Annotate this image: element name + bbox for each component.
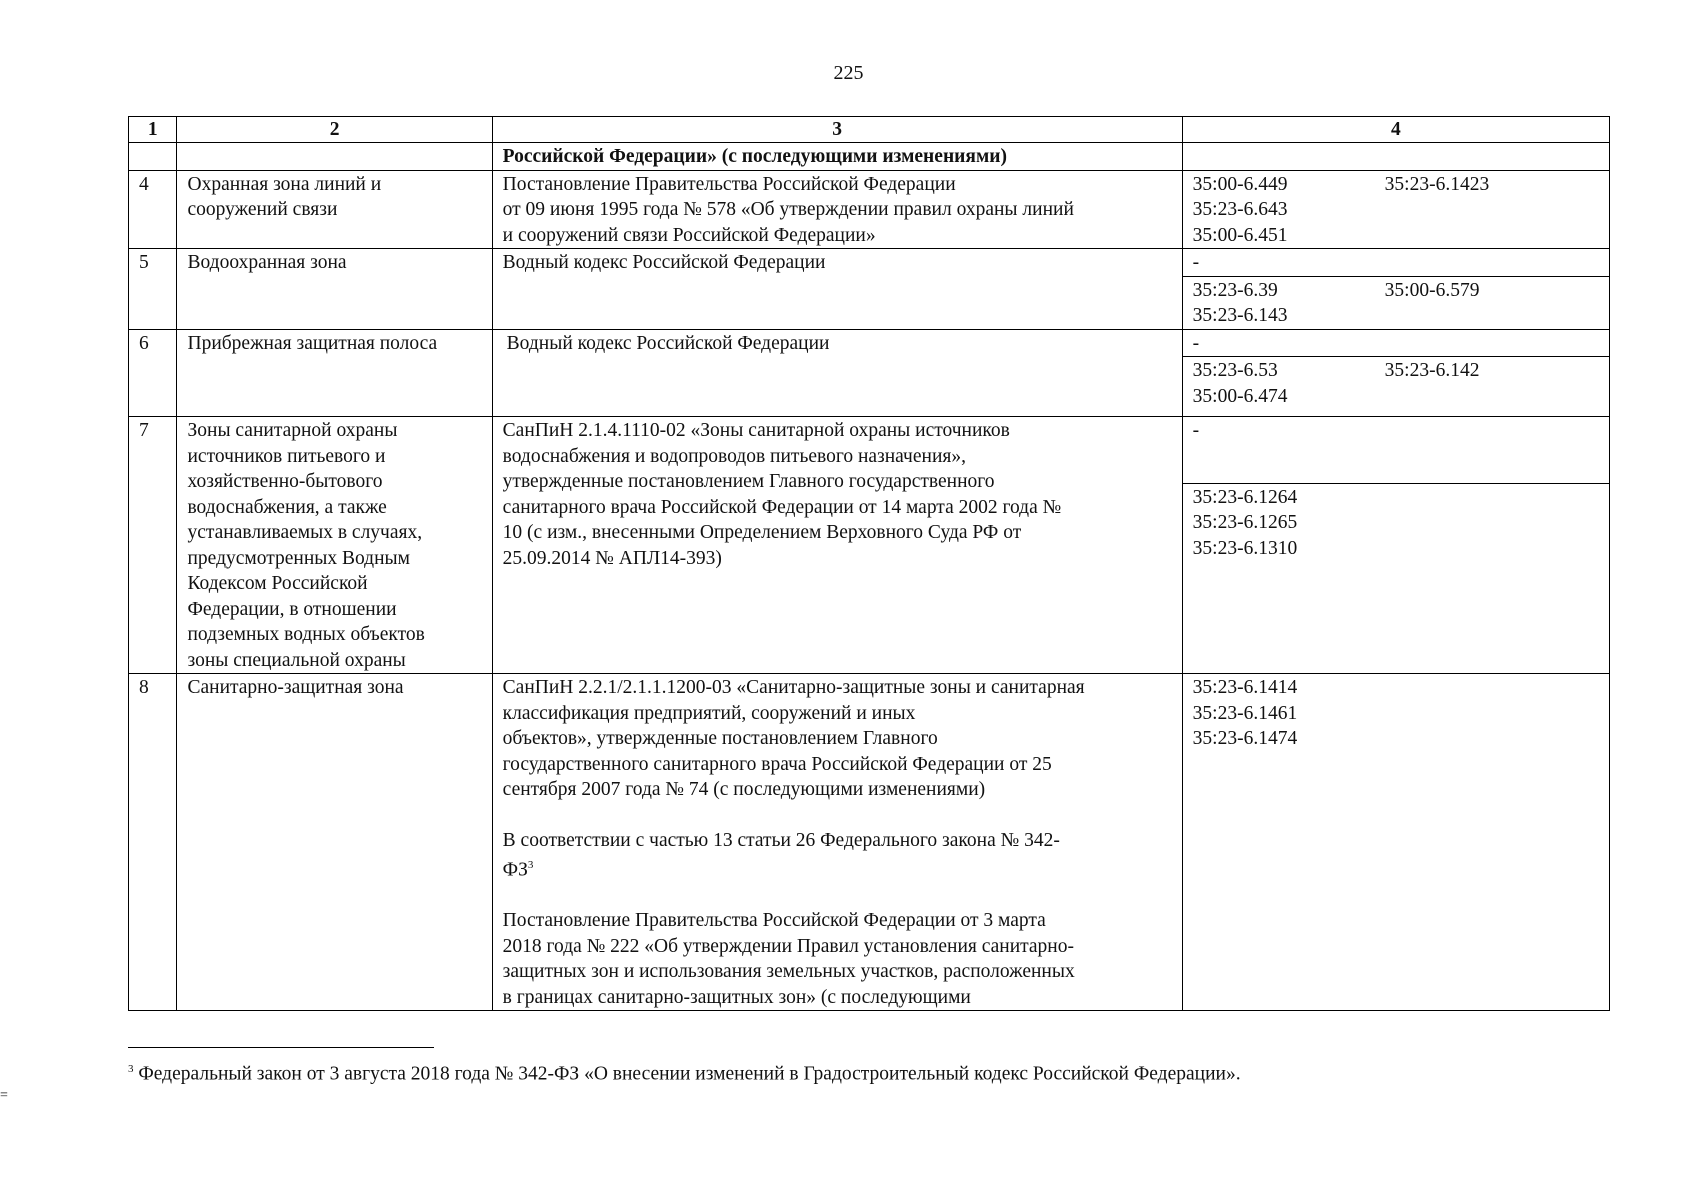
continuation-row (129, 143, 1610, 171)
edge-mark: = (0, 1088, 8, 1103)
zone-name: Охранная зона линий и сооружений связи (177, 170, 492, 249)
legal-basis: СанПиН 2.1.4.1110-02 «Зоны санитарной охраны источников водоснабжения и водопроводов питьевого назначения», утвержденные постановлением Главного государственного санитарного врача Российской Федерации от 14 марта 2002 года № 10 (с изм., внесенными Определением Верховного Суда РФ от 25.09.2014 № АПЛ14-393) (492, 417, 1182, 674)
row-number: 8 (129, 674, 177, 1011)
zones-table (128, 116, 1610, 1011)
table-row (129, 417, 1610, 484)
zone-name: Санитарно-защитная зона (177, 674, 492, 1011)
zone-name: Водоохранная зона (177, 249, 492, 330)
header-col-3: 3 (492, 117, 1182, 143)
registry-codes: 35:00-6.449 35:23-6.1423 35:23-6.643 35:00-6.451 (1182, 170, 1609, 249)
zone-name: Зоны санитарной охраны источников питьевого и хозяйственно-бытового водоснабжения, а также устанавливаемых в случаях, предусмотренных Водным Кодексом Российской Федерации, в отношении подземных водных объектов зоны специальной охраны (177, 417, 492, 674)
legal-basis: Постановление Правительства Российской Федерации от 09 июня 1995 года № 578 «Об утверждении правил охраны линий и сооружений связи Российской Федерации» (492, 170, 1182, 249)
header-col-2: 2 (177, 117, 492, 143)
table-row (129, 170, 1610, 249)
registry-dash: - (1182, 249, 1609, 277)
registry-codes: 35:23-6.1414 35:23-6.1461 35:23-6.1474 (1182, 674, 1609, 1011)
header-row (129, 117, 1610, 143)
row-number: 7 (129, 417, 177, 674)
header-col-4: 4 (1182, 117, 1609, 143)
footnote-text: Федеральный закон от 3 августа 2018 года № 342-ФЗ «О внесении изменений в Градостроительный кодекс Российской Федерации». (133, 1063, 1241, 1085)
footnote-mark: 3 (128, 1063, 134, 1075)
row-number: 4 (129, 170, 177, 249)
registry-codes: 35:23-6.1264 35:23-6.1265 35:23-6.1310 (1182, 483, 1609, 673)
legal-basis: Водный кодекс Российской Федерации (492, 329, 1182, 417)
registry-dash: - (1182, 417, 1609, 484)
row-number: 5 (129, 249, 177, 330)
table-row (129, 329, 1610, 357)
registry-codes: 35:23-6.53 35:23-6.142 35:00-6.474 (1182, 357, 1609, 417)
zone-name: Прибрежная защитная полоса (177, 329, 492, 417)
legal-basis: СанПиН 2.2.1/2.1.1.1200-03 «Санитарно-защитные зоны и санитарная классификация предприятий, сооружений и иных объектов», утвержденные постановлением Главного государственного санитарного врача Российской Федерации от 25 сентября 2007 года № 74 (с последующими изменениями) В соответствии с частью 13 статьи 26 Федерального закона № 342- $ФЗ^3$ Постановление Правительства Российской Федерации от 3 марта 2018 года № 222 «Об утверждении Правил установления санитарно- защитных зон и использования земельных участков, расположенных в границах санитарно-защитных зон» (с последующими (492, 674, 1182, 1011)
footnote-ref: 3 (527, 859, 534, 871)
table-row (129, 249, 1610, 277)
continuation-text: Российской Федерации» (с последующими изменениями) (492, 143, 1182, 171)
footnote-separator (128, 1047, 434, 1048)
header-col-1: 1 (129, 117, 177, 143)
legal-basis: Водный кодекс Российской Федерации (492, 249, 1182, 330)
footnote (128, 1063, 1241, 1086)
registry-codes: 35:23-6.39 35:00-6.579 35:23-6.143 (1182, 276, 1609, 329)
table-row (129, 674, 1610, 1011)
registry-dash: - (1182, 329, 1609, 357)
row-number: 6 (129, 329, 177, 417)
page-number: 225 (833, 62, 864, 84)
